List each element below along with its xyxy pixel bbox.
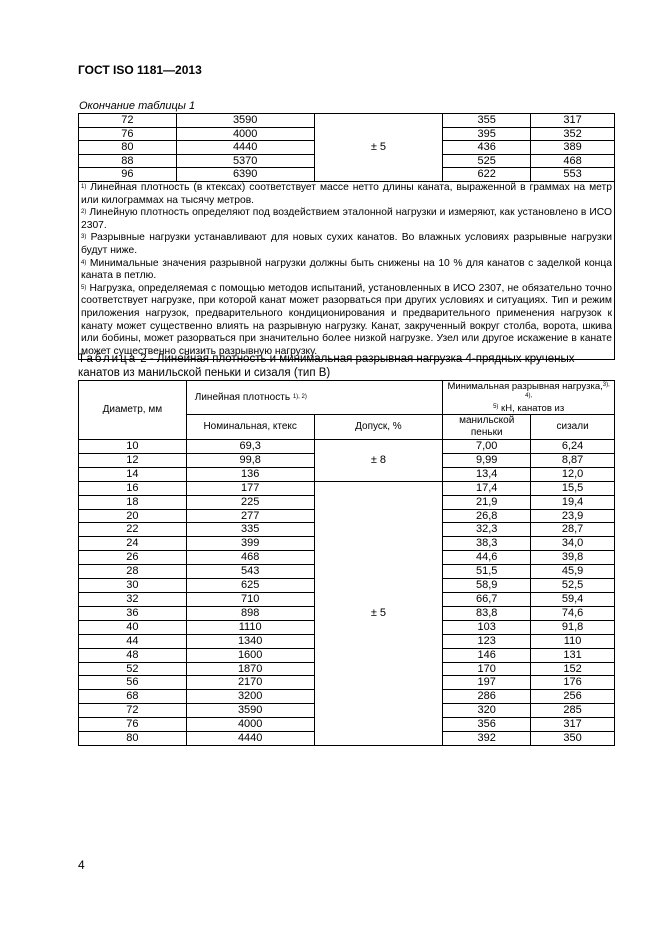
table1-cell: 468 (531, 154, 615, 168)
table2-cell: 99,8 (186, 453, 314, 467)
table2-cell: 56 (79, 676, 187, 690)
table2-tolerance: ± 5 (314, 481, 443, 745)
table2-cell: 170 (443, 662, 531, 676)
table2-cell: 136 (186, 467, 314, 481)
header-linear-density-sup: 1), 2) (292, 393, 307, 400)
table2-cell: 28,7 (531, 523, 615, 537)
table2-header-row (79, 381, 615, 415)
table2-cell: 52 (79, 662, 187, 676)
page-header: ГОСТ ISO 1181—2013 (78, 63, 202, 77)
table2-caption-word: Таблица (78, 353, 138, 365)
table2-cell: 197 (443, 676, 531, 690)
table2-cell: 317 (531, 718, 615, 732)
header-min-load-label: Минимальная разрывная нагрузка, (447, 381, 603, 392)
table2-cell: 83,8 (443, 606, 531, 620)
table2-cell: 350 (531, 732, 615, 746)
table2-cell: 625 (186, 579, 314, 593)
table2-cell: 24 (79, 537, 187, 551)
table1-cell: 317 (531, 114, 615, 128)
header-nominal: Номинальная, ктекс (186, 415, 314, 440)
table2-cell: 320 (443, 704, 531, 718)
header-diameter: Диаметр, мм (79, 381, 187, 440)
table2-cell: 15,5 (531, 481, 615, 495)
table2-group-1 (79, 440, 615, 482)
footnote-text: Линейную плотность определяют под воздействием эталонной нагрузки и измеряют, как установлено в ИСО 2307. (81, 207, 612, 231)
table2-cell: 7,00 (443, 440, 531, 454)
table2-cell: 34,0 (531, 537, 615, 551)
table2-cell: 38,3 (443, 537, 531, 551)
table2-cell: 28 (79, 565, 187, 579)
table2-cell: 123 (443, 634, 531, 648)
table2-cell: 16 (79, 481, 187, 495)
table2-cell: 1600 (186, 648, 314, 662)
table2-cell: 52,5 (531, 579, 615, 593)
table1-cell: 352 (531, 127, 615, 141)
table2-cell: 12,0 (531, 467, 615, 481)
table2-cell: 335 (186, 523, 314, 537)
table1-cell: 96 (79, 168, 177, 182)
table2-cell: 285 (531, 704, 615, 718)
table2-cell: 32 (79, 592, 187, 606)
table1-cell: 76 (79, 127, 177, 141)
table2-cell: 2170 (186, 676, 314, 690)
table1-cell: 4000 (176, 127, 314, 141)
table2-cell: 10 (79, 440, 187, 454)
table1-cell: 355 (443, 114, 531, 128)
table2-cell: 468 (186, 551, 314, 565)
table1-notes-row (79, 181, 615, 359)
table2-cell: 21,9 (443, 495, 531, 509)
table2-cell: 14 (79, 467, 187, 481)
table1-cell: 553 (531, 168, 615, 182)
table2-cell: 69,3 (186, 440, 314, 454)
table-row (79, 114, 615, 128)
header-linear-density-label: Линейная плотность (194, 391, 291, 403)
table2-cell: 23,9 (531, 509, 615, 523)
table2-cell: 1340 (186, 634, 314, 648)
footnote-text: Нагрузка, определяемая с помощью методов испытаний, установленных в ИСО 2307, не обязательно точно соответствует нагрузке, при которой канат может разорваться при других условиях и ситуациях. Тип и режим приложения нагрузок, предварительного кондиционирования и предварительного применения нагрузок к канату может существенно влиять на разрывную нагрузку. Канат, закрученный вокруг столба, ворота, шкива или бобины, может разорваться при значительно более низкой нагрузке. Узел или другое искажение в канате может существенно снизить разрывную нагрузку. (81, 282, 612, 357)
table1-notes (79, 181, 615, 359)
footnote-mark: 3) (81, 234, 87, 241)
table1-caption: Окончание таблицы 1 (79, 100, 196, 112)
table2-cell: 44,6 (443, 551, 531, 565)
table1-cell: 389 (531, 141, 615, 155)
table2-cell: 32,3 (443, 523, 531, 537)
table-row (79, 481, 615, 495)
footnote-text: Минимальные значения разрывной нагрузки должны быть снижены на 10 % для канатов с заделкой конца каната в петлю. (81, 257, 612, 282)
table2-cell: 68 (79, 690, 187, 704)
table2-cell: 26 (79, 551, 187, 565)
table2-cell: 40 (79, 620, 187, 634)
table2-cell: 6,24 (531, 440, 615, 454)
table2-cell: 543 (186, 565, 314, 579)
table2-cell: 103 (443, 620, 531, 634)
table2-cell: 48 (79, 648, 187, 662)
table2-cell: 36 (79, 606, 187, 620)
table1-cell: 525 (443, 154, 531, 168)
footnote-mark: 4) (81, 259, 87, 266)
table2-cell: 898 (186, 606, 314, 620)
table1 (78, 113, 615, 360)
header-min-load-tail: кН, канатов из (498, 403, 565, 414)
table2-cell: 286 (443, 690, 531, 704)
footnote-5 (81, 283, 612, 359)
table2-cell: 110 (531, 634, 615, 648)
table2-cell: 80 (79, 732, 187, 746)
header-min-load (443, 381, 615, 415)
table-row (79, 440, 615, 454)
table2-cell: 392 (443, 732, 531, 746)
table2-caption (78, 352, 618, 380)
header-min-load-sup1: 3), 4), (525, 382, 610, 399)
header-sisal: сизали (531, 415, 615, 440)
table2-cell: 45,9 (531, 565, 615, 579)
table2-cell: 152 (531, 662, 615, 676)
table2-cell: 3200 (186, 690, 314, 704)
table2-cell: 91,8 (531, 620, 615, 634)
table2-cell: 4000 (186, 718, 314, 732)
table1-cell: 436 (443, 141, 531, 155)
table2-cell: 72 (79, 704, 187, 718)
table2-cell: 3590 (186, 704, 314, 718)
table2-caption-text: 2 - Линейная плотность и минимальная разрывная нагрузка 4-прядных крученых канатов из манильской пеньки и сизаля (тип В) (78, 353, 575, 379)
table2-cell: 76 (79, 718, 187, 732)
footnote-1 (81, 182, 612, 207)
footnote-3 (81, 232, 612, 257)
table2-cell: 8,87 (531, 453, 615, 467)
table2-cell: 399 (186, 537, 314, 551)
table2-cell: 19,4 (531, 495, 615, 509)
table2-cell: 20 (79, 509, 187, 523)
footnote-4 (81, 258, 612, 283)
table2 (78, 380, 615, 746)
header-min-load-sup2: 5) (493, 404, 499, 410)
table2-cell: 356 (443, 718, 531, 732)
table1-cell: 5370 (176, 154, 314, 168)
footnote-text: Линейная плотность (в ктексах) соответствует массе нетто длины каната, выраженной в граммах на метр или килограммах на тысячу метров. (81, 181, 612, 206)
footnote-mark: 1) (81, 183, 87, 190)
header-linear-density (186, 381, 442, 415)
table2-cell: 225 (186, 495, 314, 509)
table2-cell: 146 (443, 648, 531, 662)
table1-cell: 72 (79, 114, 177, 128)
footnote-mark: 5) (81, 284, 87, 291)
table2-cell: 74,6 (531, 606, 615, 620)
table1-cell: 80 (79, 141, 177, 155)
table2-cell: 13,4 (443, 467, 531, 481)
table2-cell: 12 (79, 453, 187, 467)
footnote-text: Разрывные нагрузки устанавливают для новых сухих канатов. Во влажных условиях разрывные нагрузки будут ниже. (81, 232, 612, 256)
table2-cell: 710 (186, 592, 314, 606)
table2-cell: 18 (79, 495, 187, 509)
table1-tolerance: ± 5 (314, 114, 443, 182)
table2-cell: 131 (531, 648, 615, 662)
table1-cell: 88 (79, 154, 177, 168)
table2-cell: 30 (79, 579, 187, 593)
table1-cell: 4440 (176, 141, 314, 155)
page-number: 4 (78, 858, 85, 872)
table1-cell: 622 (443, 168, 531, 182)
footnote-2 (81, 207, 612, 232)
table1-cell: 395 (443, 127, 531, 141)
table2-cell: 66,7 (443, 592, 531, 606)
header-tolerance: Допуск, % (314, 415, 443, 440)
table2-cell: 26,8 (443, 509, 531, 523)
table2-cell: 4440 (186, 732, 314, 746)
table2-cell: 1110 (186, 620, 314, 634)
table2-cell: 1870 (186, 662, 314, 676)
header-manila: манильской пеньки (443, 415, 531, 440)
table2-cell: 51,5 (443, 565, 531, 579)
table2-group-2 (79, 481, 615, 745)
table2-cell: 9,99 (443, 453, 531, 467)
table1-cell: 3590 (176, 114, 314, 128)
table1-cell: 6390 (176, 168, 314, 182)
table2-cell: 59,4 (531, 592, 615, 606)
table2-cell: 176 (531, 676, 615, 690)
table2-cell: 22 (79, 523, 187, 537)
table2-tolerance: ± 8 (314, 440, 443, 482)
table2-cell: 44 (79, 634, 187, 648)
table2-cell: 256 (531, 690, 615, 704)
table2-cell: 39,8 (531, 551, 615, 565)
footnote-mark: 2) (81, 209, 87, 216)
table2-cell: 177 (186, 481, 314, 495)
table2-cell: 17,4 (443, 481, 531, 495)
table2-cell: 58,9 (443, 579, 531, 593)
table2-cell: 277 (186, 509, 314, 523)
